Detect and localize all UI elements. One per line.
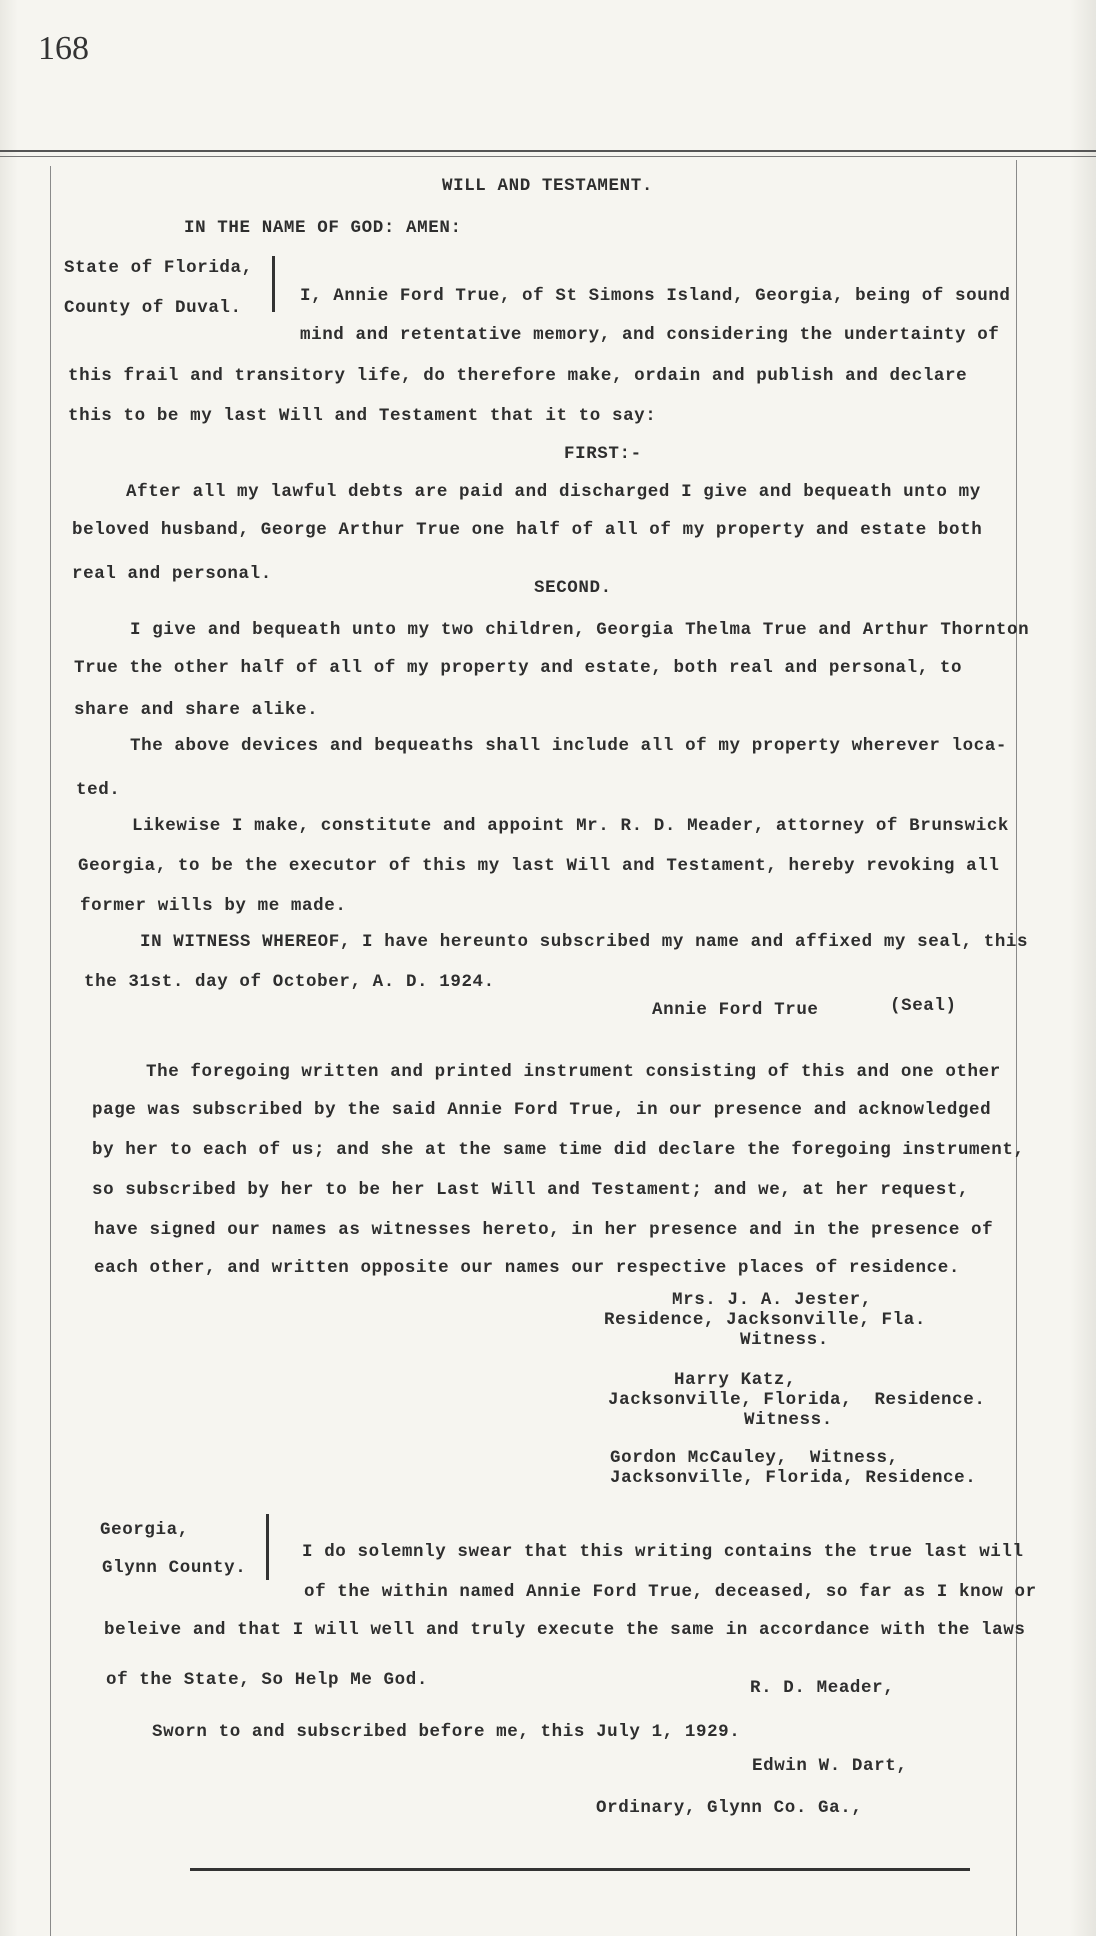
attestation-line: page was subscribed by the said Annie Ford True, in our presence and acknowledged: [92, 1100, 992, 1120]
left-margin-rule: [50, 166, 51, 1936]
venue-county: County of Duval.: [64, 298, 242, 318]
witness-residence: Jacksonville, Florida, Residence.: [608, 1390, 986, 1410]
testator-signature: Annie Ford True: [652, 1000, 819, 1020]
invocation: IN THE NAME OF GOD: AMEN:: [184, 218, 462, 238]
body-line: After all my lawful debts are paid and discharged I give and bequeath unto my: [126, 482, 981, 502]
body-line: the 31st. day of October, A. D. 1924.: [84, 972, 495, 992]
venue-bracket: [272, 256, 275, 312]
oath-line: of the State, So Help Me God.: [106, 1670, 428, 1690]
oath-line: I do solemnly swear that this writing contains the true last will: [302, 1542, 1024, 1562]
witness-residence: Jacksonville, Florida, Residence.: [610, 1468, 977, 1488]
body-line: The above devices and bequeaths shall include all of my property wherever loca-: [130, 736, 1008, 756]
attestation-line: each other, and written opposite our names our respective places of residence.: [94, 1258, 960, 1278]
witness-name: Mrs. J. A. Jester,: [672, 1290, 872, 1310]
ordinary-title: Ordinary, Glynn Co. Ga.,: [596, 1798, 863, 1818]
body-line: beloved husband, George Arthur True one half of all of my property and estate both: [72, 520, 983, 540]
witness-label: Witness.: [744, 1410, 833, 1430]
bottom-rule: [190, 1868, 970, 1871]
section-heading-first: FIRST:-: [564, 444, 642, 464]
page-number: 168: [38, 30, 89, 67]
witness-residence: Residence, Jacksonville, Fla.: [604, 1310, 926, 1330]
body-line: True the other half of all of my property and estate, both real and personal, to: [74, 658, 963, 678]
body-line: mind and retentative memory, and considering the undertainty of: [300, 325, 1000, 345]
body-line: share and share alike.: [74, 700, 319, 720]
body-line: former wills by me made.: [80, 896, 347, 916]
body-line: ted.: [76, 780, 121, 800]
attestation-line: so subscribed by her to be her Last Will and Testament; and we, at her request,: [92, 1180, 970, 1200]
header-rule-thin: [0, 156, 1096, 157]
body-line: Likewise I make, constitute and appoint Mr. R. D. Meader, attorney of Brunswick: [132, 816, 1010, 836]
oath-venue-bracket: [266, 1514, 269, 1580]
oath-line: beleive and that I will well and truly execute the same in accordance with the laws: [104, 1620, 1026, 1640]
body-line: I, Annie Ford True, of St Simons Island, Georgia, being of sound: [300, 286, 1011, 306]
body-line: I give and bequeath unto my two children, Georgia Thelma True and Arthur Thornton: [130, 620, 1030, 640]
right-margin-rule: [1016, 160, 1017, 1936]
attestation-line: have signed our names as witnesses hereto, in her presence and in the presence of: [94, 1220, 994, 1240]
section-heading-second: SECOND.: [534, 578, 612, 598]
header-rule: [0, 150, 1096, 152]
oath-venue-state: Georgia,: [100, 1520, 189, 1540]
body-line: this to be my last Will and Testament that it to say:: [68, 406, 657, 426]
executor-signature: R. D. Meader,: [750, 1678, 895, 1698]
attestation-line: by her to each of us; and she at the same time did declare the foregoing instrument,: [92, 1140, 1025, 1160]
venue-state: State of Florida,: [64, 258, 253, 278]
ordinary-signature: Edwin W. Dart,: [752, 1756, 908, 1776]
sworn-line: Sworn to and subscribed before me, this July 1, 1929.: [152, 1722, 741, 1742]
oath-line: of the within named Annie Ford True, deceased, so far as I know or: [304, 1582, 1037, 1602]
body-line: Georgia, to be the executor of this my last Will and Testament, hereby revoking all: [78, 856, 1000, 876]
attestation-line: The foregoing written and printed instrument consisting of this and one other: [146, 1062, 1001, 1082]
witness-label: Witness.: [740, 1330, 829, 1350]
body-line: real and personal.: [72, 564, 272, 584]
witness-name: Gordon McCauley, Witness,: [610, 1448, 899, 1468]
body-line: this frail and transitory life, do therefore make, ordain and publish and declare: [68, 366, 968, 386]
seal-mark: (Seal): [890, 996, 957, 1016]
document-title: WILL AND TESTAMENT.: [442, 176, 653, 196]
oath-venue-county: Glynn County.: [102, 1558, 247, 1578]
witness-name: Harry Katz,: [674, 1370, 797, 1390]
body-line: IN WITNESS WHEREOF, I have hereunto subscribed my name and affixed my seal, this: [140, 932, 1029, 952]
